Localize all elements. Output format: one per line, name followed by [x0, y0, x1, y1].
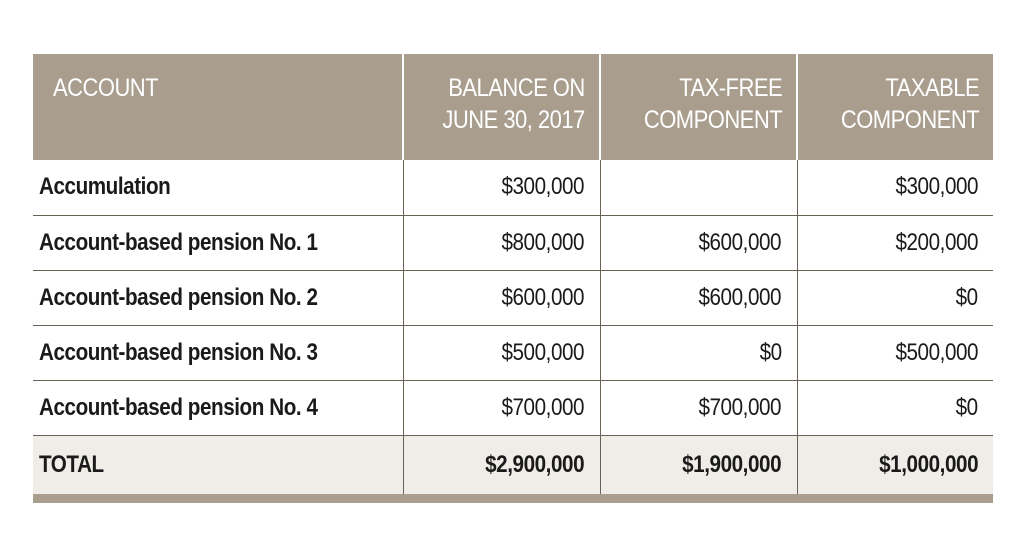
header-account [33, 54, 403, 160]
balance-cell [403, 215, 600, 270]
header-taxable-line-1: TAXABLE [885, 74, 979, 102]
total-balance-value: $2,900,000 [485, 451, 585, 479]
tax-free-cell [600, 215, 797, 270]
tax-free-cell [600, 325, 797, 380]
header-tax-free-line-2: COMPONENT [643, 106, 782, 134]
accounts-table-container [33, 54, 993, 495]
taxable-cell [797, 215, 993, 270]
tax-free-value: $600,000 [698, 228, 782, 256]
total-label: TOTAL [39, 451, 104, 479]
table-row [33, 215, 993, 270]
balance-value: $600,000 [501, 283, 585, 311]
account-name: Account-based pension No. 1 [39, 228, 318, 256]
account-name-cell [33, 270, 403, 325]
total-balance-cell [403, 435, 600, 495]
account-name-cell [33, 325, 403, 380]
tax-free-value: $0 [759, 338, 782, 366]
header-tax-free-label [644, 72, 782, 136]
total-taxable-value: $1,000,000 [878, 451, 978, 479]
account-name-cell [33, 160, 403, 215]
table-body [33, 160, 993, 495]
table-row [33, 325, 993, 380]
header-balance-line-1: BALANCE ON [448, 74, 585, 102]
accounts-table [33, 54, 993, 495]
balance-value: $700,000 [501, 393, 585, 421]
taxable-value: $0 [955, 393, 978, 421]
taxable-value: $500,000 [895, 338, 978, 366]
account-name-cell [33, 215, 403, 270]
taxable-value: $300,000 [895, 173, 978, 201]
balance-value: $800,000 [501, 228, 585, 256]
taxable-cell [797, 325, 993, 380]
header-tax-free-line-1: TAX-FREE [679, 74, 782, 102]
taxable-cell [797, 160, 993, 215]
balance-cell [403, 270, 600, 325]
header-row [33, 54, 993, 160]
account-name: Account-based pension No. 4 [39, 393, 318, 421]
header-tax-free [600, 54, 797, 160]
total-tax-free-value: $1,900,000 [682, 451, 782, 479]
table-header [33, 54, 993, 160]
header-taxable-line-2: COMPONENT [840, 106, 979, 134]
header-balance-line-2: JUNE 30, 2017 [442, 106, 585, 134]
account-name: Accumulation [39, 173, 171, 201]
header-taxable [797, 54, 993, 160]
tax-free-value: $700,000 [698, 393, 782, 421]
tax-free-cell [600, 380, 797, 435]
balance-value: $300,000 [501, 173, 585, 201]
total-label-cell [33, 435, 403, 495]
table-row [33, 270, 993, 325]
total-taxable-cell [797, 435, 993, 495]
taxable-cell [797, 380, 993, 435]
balance-cell [403, 325, 600, 380]
total-row [33, 435, 993, 495]
tax-free-cell [600, 270, 797, 325]
taxable-cell [797, 270, 993, 325]
tax-free-cell [600, 160, 797, 215]
header-balance [403, 54, 600, 160]
header-account-label: ACCOUNT [53, 74, 159, 102]
total-tax-free-cell [600, 435, 797, 495]
balance-cell [403, 160, 600, 215]
taxable-value: $0 [955, 283, 978, 311]
balance-cell [403, 380, 600, 435]
header-taxable-label [841, 72, 979, 136]
account-name: Account-based pension No. 2 [39, 283, 318, 311]
balance-value: $500,000 [501, 338, 585, 366]
table-row [33, 160, 993, 215]
header-balance-label [443, 72, 585, 136]
tax-free-value: $600,000 [698, 283, 782, 311]
table-bottom-rule [33, 494, 993, 503]
taxable-value: $200,000 [895, 228, 978, 256]
account-name-cell [33, 380, 403, 435]
table-row [33, 380, 993, 435]
account-name: Account-based pension No. 3 [39, 338, 318, 366]
